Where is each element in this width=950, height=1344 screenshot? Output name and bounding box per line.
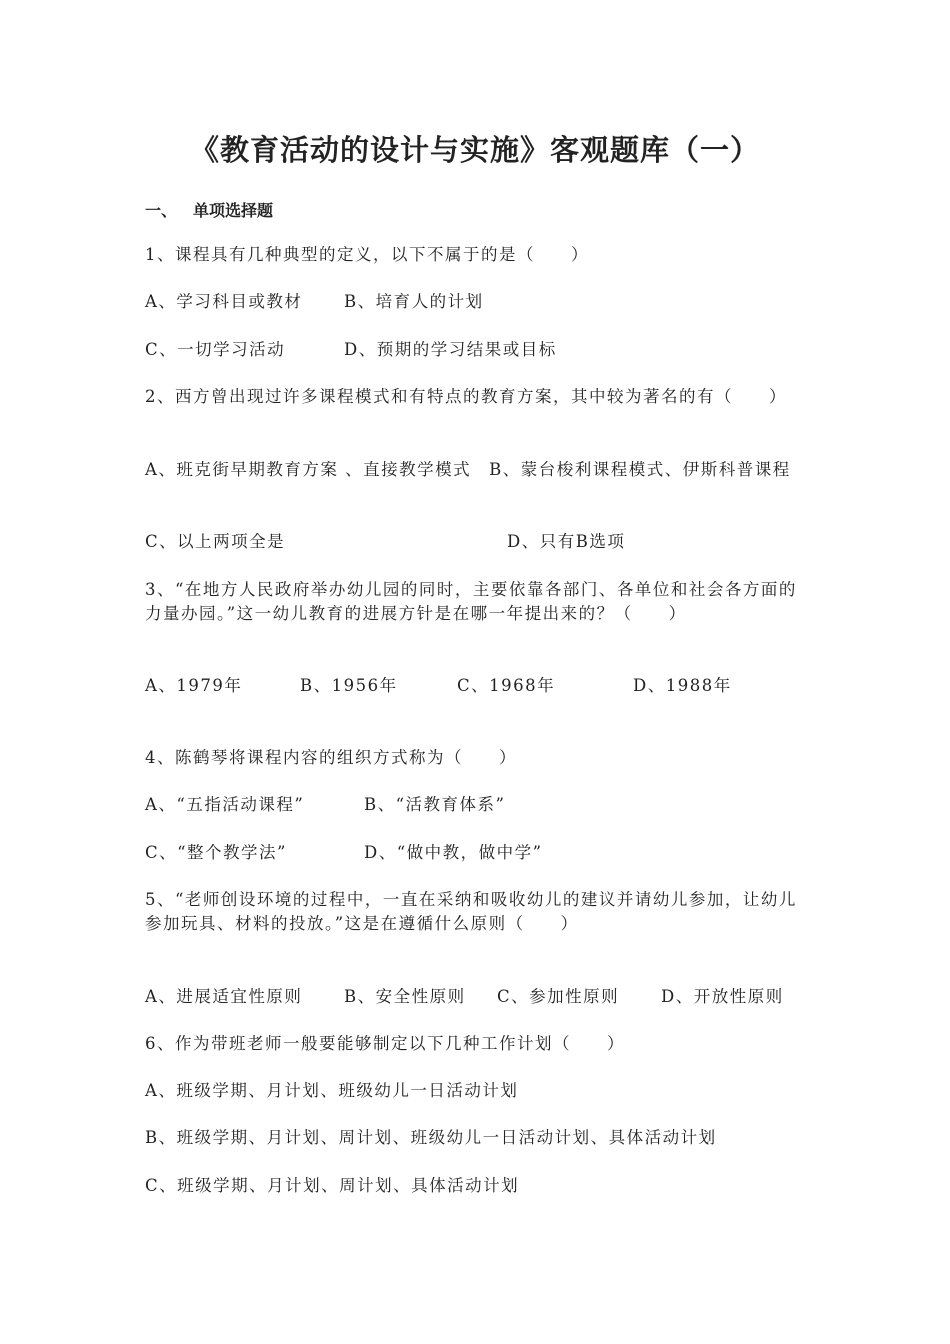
- question-5-options-row: [145, 985, 845, 1009]
- section-heading: [145, 198, 273, 221]
- question-2-option-d: D、只有B选项: [507, 532, 626, 551]
- document-title: 《教育活动的设计与实施》客观题库（一）: [189, 133, 760, 167]
- question-1-option-c: C、一切学习活动: [145, 340, 286, 359]
- question-1-option-b: B、培育人的计划: [344, 292, 484, 311]
- question-6-stem: 6、作为带班老师一般要能够制定以下几种工作计划（ ）: [145, 1034, 625, 1053]
- question-1-option-d: D、预期的学习结果或目标: [344, 340, 557, 359]
- question-4-option-a: A、“五指活动课程”: [145, 795, 305, 814]
- question-4-option-c: C、“整个教学法”: [145, 843, 287, 862]
- question-2-stem: 2、西方曾出现过许多课程模式和有特点的教育方案，其中较为著名的有（ ）: [145, 387, 787, 406]
- question-3-options-row: [145, 674, 845, 698]
- question-6-option-b: B、班级学期、月计划、周计划、班级幼儿一日活动计划、具体活动计划: [145, 1128, 717, 1147]
- question-1-option-a: A、学习科目或教材: [145, 292, 303, 311]
- question-3-option-a: A、1979年: [145, 676, 243, 695]
- section-label: 单项选择题: [193, 201, 274, 220]
- question-6-option-a: A、班级学期、月计划、班级幼儿一日活动计划: [145, 1081, 519, 1100]
- question-3-option-d: D、1988年: [633, 676, 732, 695]
- question-5-stem: 5、“老师创设环境的过程中，一直在采纳和吸收幼儿的建议并请幼儿参加，让幼儿参加玩具、材料的投放。”这是在遵循什么原则（ ）: [145, 890, 797, 933]
- question-4-options-row-1: [145, 793, 845, 817]
- question-5-option-a: A、进展适宜性原则: [145, 987, 303, 1006]
- question-4-options-row-2: [145, 841, 845, 865]
- question-1-options-row-2: [145, 338, 845, 362]
- question-2-option-c: C、以上两项全是: [145, 532, 286, 551]
- question-4-stem: 4、陈鹤琴将课程内容的组织方式称为（ ）: [145, 748, 517, 767]
- question-3-option-b: B、1956年: [300, 676, 398, 695]
- question-4-option-d: D、“做中教，做中学”: [364, 843, 543, 862]
- question-3-stem: 3、“在地方人民政府举办幼儿园的同时，主要依靠各部门、各单位和社会各方面的力量办园。”这一幼儿教育的进展方针是在哪一年提出来的？（ ）: [145, 580, 797, 623]
- question-4-option-b: B、“活教育体系”: [364, 795, 506, 814]
- question-5-option-b: B、安全性原则: [344, 987, 466, 1006]
- question-1-options-row-1: [145, 290, 845, 314]
- question-6-option-c: C、班级学期、月计划、周计划、具体活动计划: [145, 1176, 520, 1195]
- question-1-stem: 1、课程具有几种典型的定义，以下不属于的是（ ）: [145, 245, 589, 264]
- question-3-option-c: C、1968年: [457, 676, 556, 695]
- question-2-options-row-2: [145, 530, 845, 554]
- question-5-option-c: C、参加性原则: [497, 987, 620, 1006]
- question-2-options-ab: A、班克街早期教育方案 、直接教学模式 B、蒙台梭利课程模式、伊斯科普课程: [145, 460, 791, 479]
- question-5-option-d: D、开放性原则: [661, 987, 784, 1006]
- section-number: 一、: [145, 201, 178, 220]
